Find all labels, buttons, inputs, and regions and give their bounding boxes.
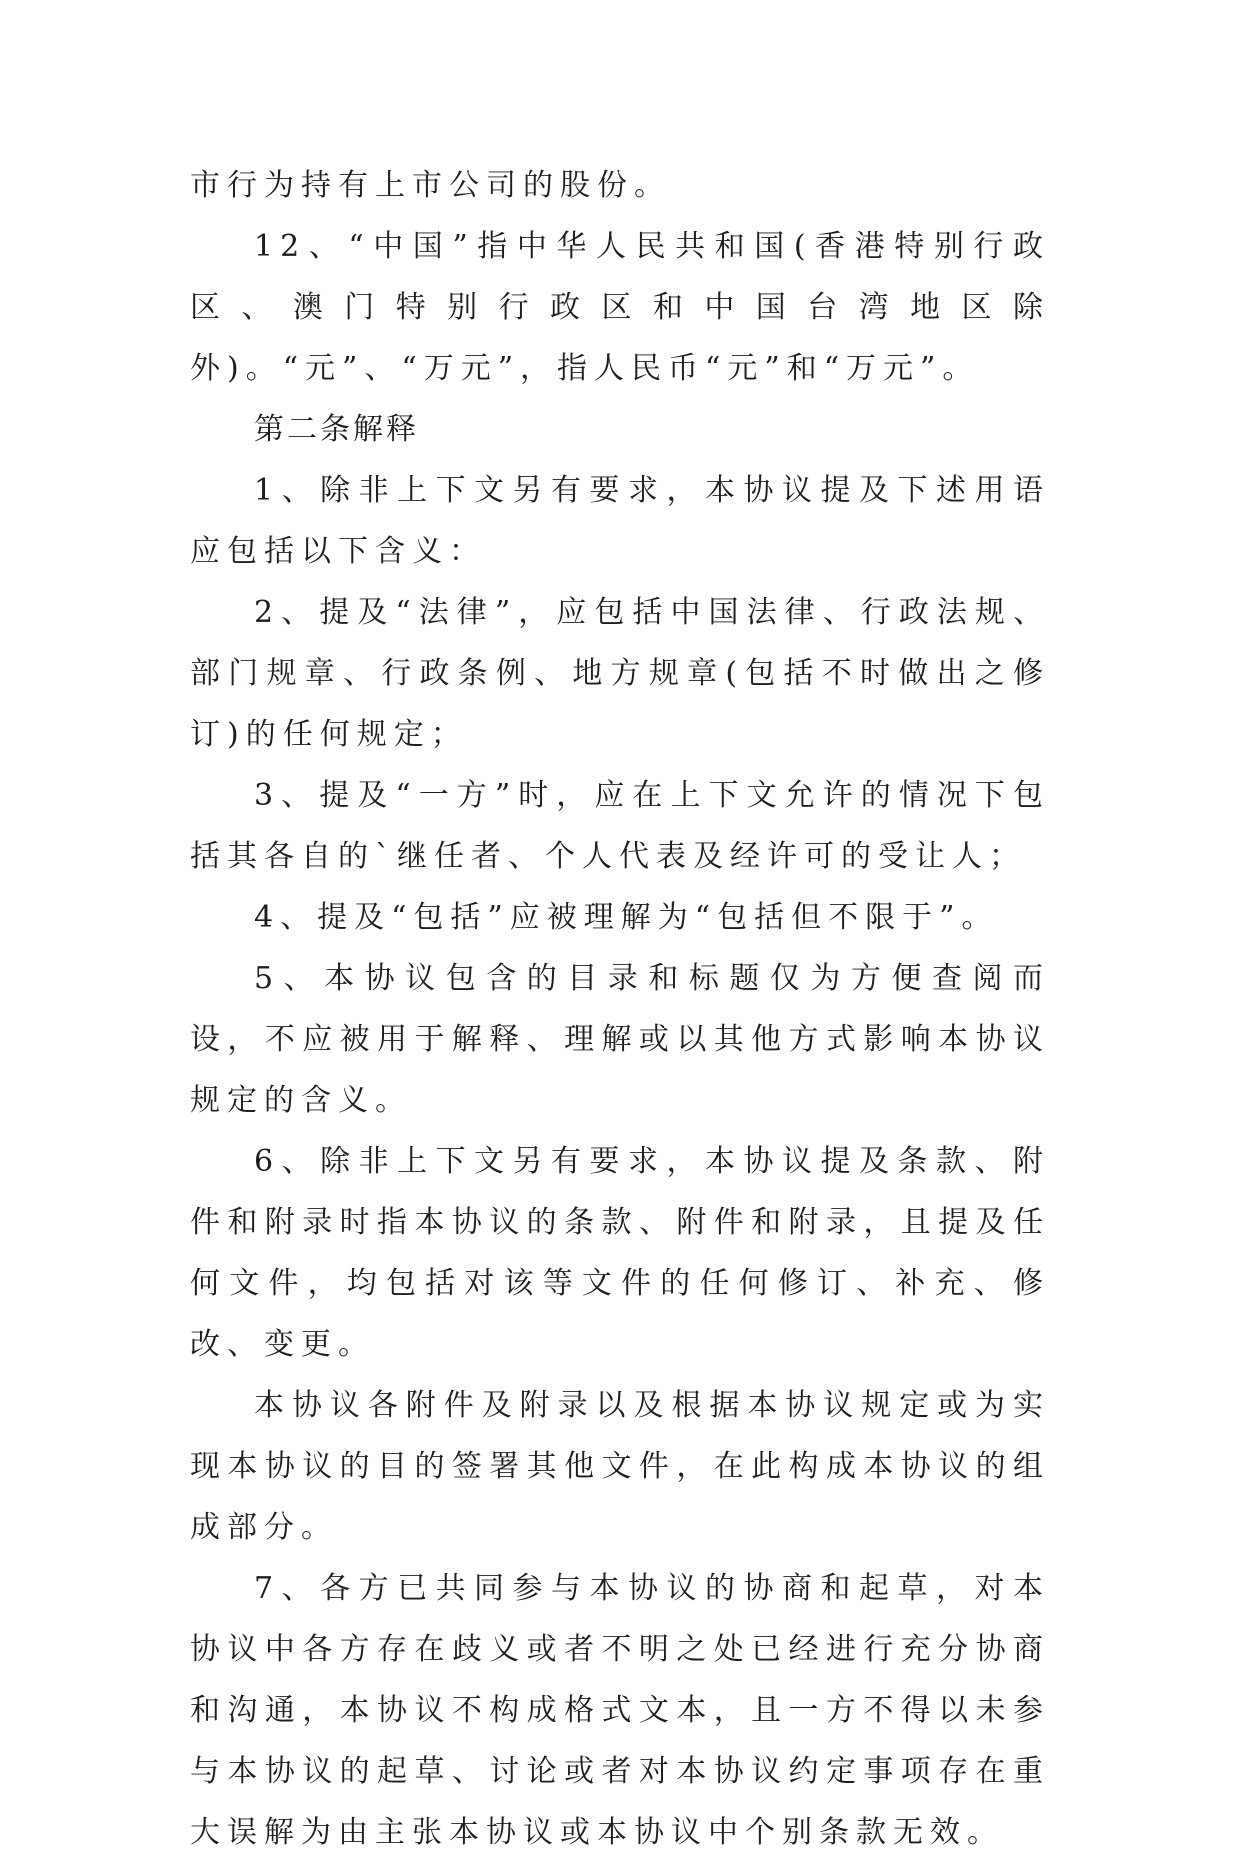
paragraph-interpretation-1: 1、除非上下文另有要求，本协议提及下述用语应包括以下含义： (190, 473, 1050, 569)
paragraph-interpretation-6: 6、除非上下文另有要求，本协议提及条款、附件和附录时指本协议的条款、附件和附录，且提及任何文件，均包括对该等文件的任何修订、补充、修改、变更。 (190, 1144, 1050, 1362)
paragraph-interpretation-7: 7、各方已共同参与本协议的协商和起草，对本协议中各方存在歧义或者不明之处已经进行充分协商和沟通，本协议不构成格式文本，且一方不得以未参与本协议的起草、讨论或者对本协议约定事项存在重大误解为由主张本协议或本协议中个别条款无效。 (190, 1571, 1050, 1850)
paragraph-definition-12: 12、“中国”指中华人民共和国(香港特别行政区、澳门特别行政区和中国台湾地区除外)。“元”、“万元”，指人民币“元”和“万元”。 (190, 229, 1050, 386)
paragraph-interpretation-4: 4、提及“包括”应被理解为“包括但不限于”。 (254, 900, 999, 935)
paragraph-continuation: 市行为持有上市公司的股份。 (190, 168, 671, 203)
paragraph-annex-clause: 本协议各附件及附录以及根据本协议规定或为实现本协议的目的签署其他文件，在此构成本协议的组成部分。 (190, 1388, 1050, 1545)
paragraph-interpretation-2: 2、提及“法律”，应包括中国法律、行政法规、部门规章、行政条例、地方规章(包括不时做出之修订)的任何规定； (190, 595, 1050, 752)
paragraph-interpretation-5: 5、本协议包含的目录和标题仅为方便查阅而设，不应被用于解释、理解或以其他方式影响本协议规定的含义。 (190, 961, 1050, 1118)
document-body (190, 155, 1050, 1863)
paragraph-interpretation-3: 3、提及“一方”时，应在上下文允许的情况下包括其各自的`继任者、个人代表及经许可的受让人； (190, 778, 1050, 874)
section-heading-article-2: 第二条解释 (254, 412, 419, 447)
